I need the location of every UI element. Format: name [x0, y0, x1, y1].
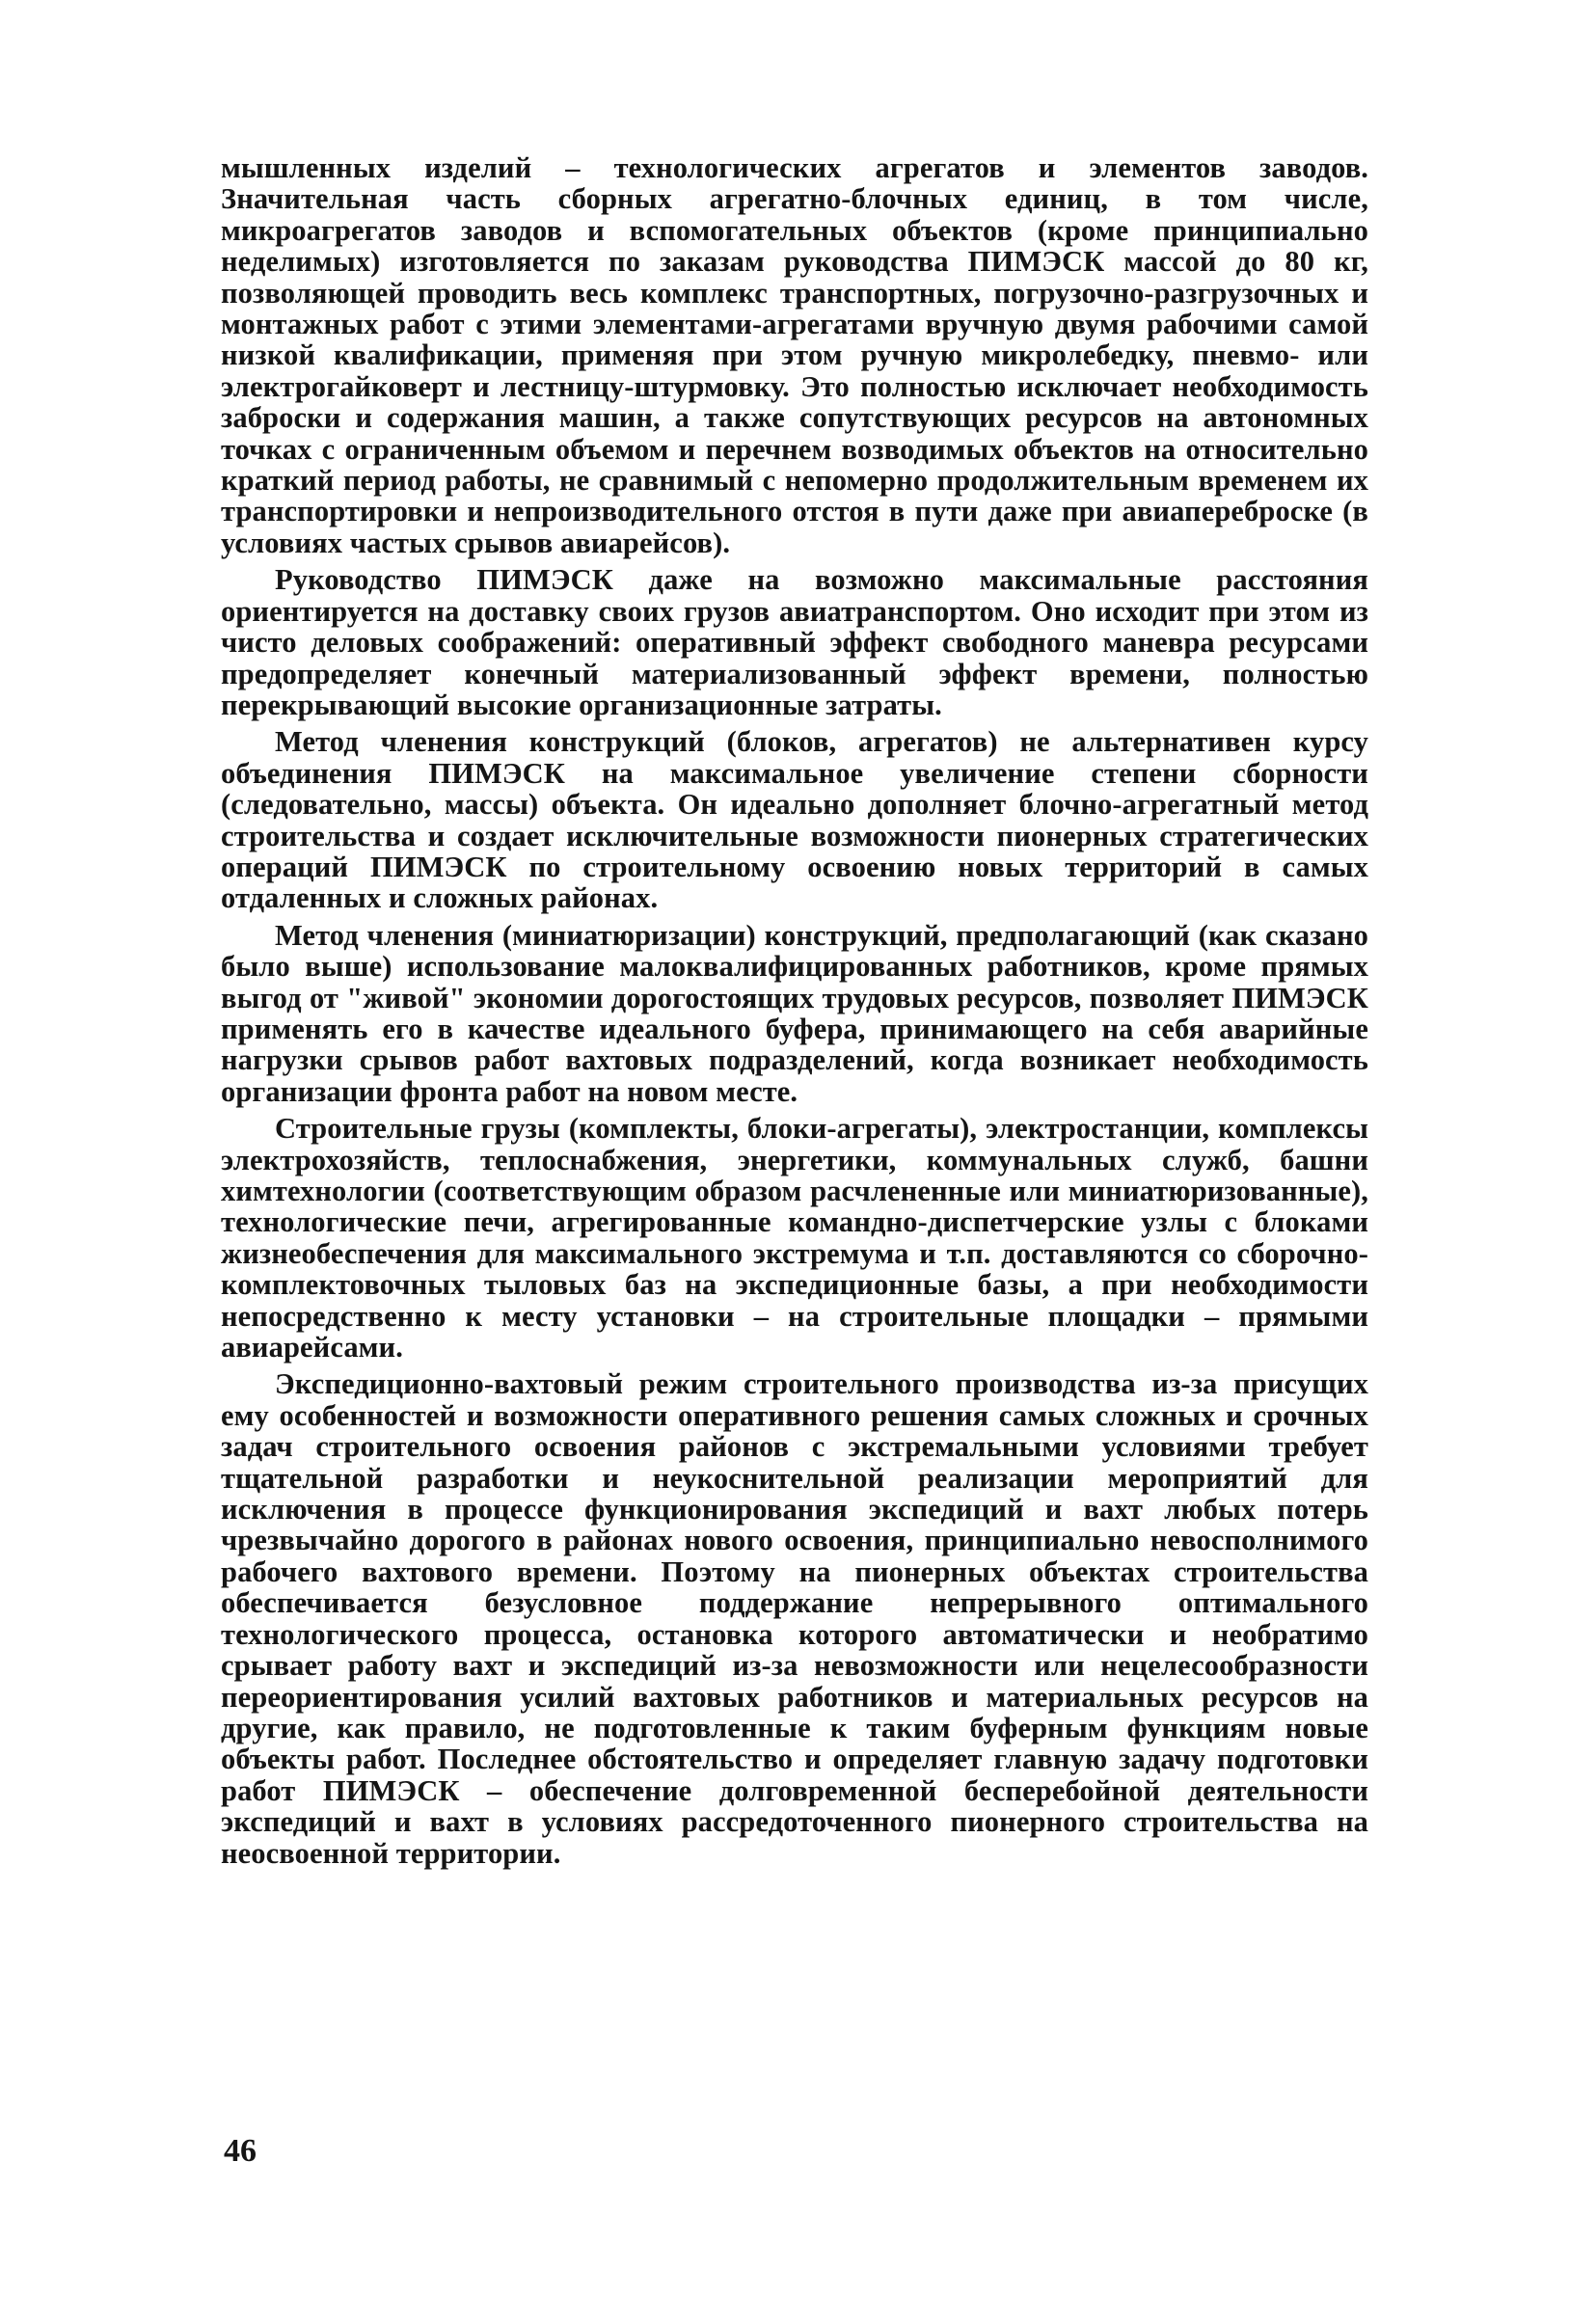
paragraph-construction-cargo: Строительные грузы (комплекты, блоки-агрегаты), электростанции, комплексы электрохозяйств, теплоснабжения, энергетики, коммунальных служб, башни химтехнологии (соответствующим образом расчлененные или миниатюризованные), технологические печи, агрегированные командно-диспетчерские узлы с блоками жизнеобеспечения для максимального экстремума и т.п. доставляются со сборочно-комплектовочных тыловых баз на экспедиционные базы, а при необходимости непосредственно к месту установки – на строительные площадки – прямыми авиарейсами.	[221, 1112, 1368, 1365]
paragraph-expedition-regime: Экспедиционно-вахтовый режим строительного производства из-за присущих ему особенностей и возможности оперативного решения самых сложных и срочных задач строительного освоения районов с экстремальными условиями требует тщательной разработки и неукоснительной реализации мероприятий для исключения в процессе функционирования экспедиций и вахт любых потерь чрезвычайно дорогого в районах нового освоения, принципиально невосполнимого рабочего вахтового времени. Поэтому на пионерных объектах строительства обеспечивается безусловное поддержание непрерывного оптимального технологического процесса, остановка которого автоматически и необратимо срывает работу вахт и экспедиций из-за невозможности или нецелесообразности переориентирования усилий вахтовых работников и материальных ресурсов на другие, как правило, не подготовленные к таким буферным функциям новые объекты работ. Последнее обстоятельство и определяет главную задачу подготовки работ ПИМЭСК – обеспечение долговременной бесперебойной деятельности экспедиций и вахт в условиях рассредоточенного пионерного строительства на неосвоенной территории.	[221, 1367, 1368, 1870]
page-number: 46	[224, 2133, 257, 2169]
paragraph-miniaturization: Метод членения (миниатюризации) конструкций, предполагающий (как сказано было выше) использование малоквалифицированных работников, кроме прямых выгод от "живой" экономии дорогостоящих трудовых ресурсов, позволяет ПИМЭСК применять его в качестве идеального буфера, принимающего на себя аварийные нагрузки срывов работ вахтовых подразделений, когда возникает необходимость организации фронта работ на новом месте.	[221, 918, 1368, 1108]
paragraph-continuation: мышленных изделий – технологических агрегатов и элементов заводов. Значительная часть сборных агрегатно-блочных единиц, в том числе, микроагрегатов заводов и вспомогательных объектов (кроме принципиально неделимых) изготовляется по заказам руководства ПИМЭСК массой до 80 кг, позволяющей проводить весь комплекс транспортных, погрузочно-разгрузочных и монтажных работ с этими элементами-агрегатами вручную двумя рабочими самой низкой квалификации, применяя при этом ручную микролебедку, пневмо- или электрогайковерт и лестницу-штурмовку. Это полностью исключает необходимость заброски и содержания машин, а также сопутствующих ресурсов на автономных точках с ограниченным объемом и перечнем возводимых объектов на относительно краткий период работы, не сравнимый с непомерно продолжительным временем их транспортировки и непроизводительного отстоя в пути даже при авиапереброске (в условиях частых срывов авиарейсов).	[221, 151, 1368, 559]
page-body	[221, 152, 1368, 1875]
paragraph-aviation-delivery: Руководство ПИМЭСК даже на возможно максимальные расстояния ориентируется на доставку своих грузов авиатранспортом. Оно исходит при этом из чисто деловых соображений: оперативный эффект свободного маневра ресурсами предопределяет конечный материализованный эффект времени, полностью перекрывающий высокие организационные затраты.	[221, 563, 1368, 721]
paragraph-division-method: Метод членения конструкций (блоков, агрегатов) не альтернативен курсу объединения ПИМЭСК на максимальное увеличение степени сборности (следовательно, массы) объекта. Он идеально дополняет блочно-агрегатный метод строительства и создает исключительные возможности пионерных стратегических операций ПИМЭСК по строительному освоению новых территорий в самых отдаленных и сложных районах.	[221, 725, 1368, 915]
